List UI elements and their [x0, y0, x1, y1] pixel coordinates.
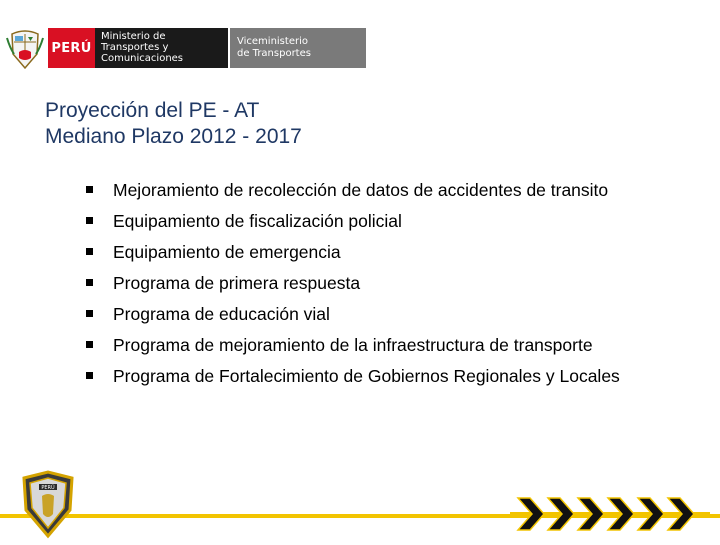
list-item-text: Programa de primera respuesta	[113, 273, 361, 293]
police-badge-icon	[18, 470, 78, 540]
list-item-text: Programa de educación vial	[113, 304, 330, 324]
list-item	[85, 302, 685, 326]
title-line-1: Proyección del PE - AT	[45, 99, 260, 122]
badge-label: PERÚ	[41, 485, 55, 491]
bullet-square-icon	[86, 186, 93, 193]
bullet-list	[85, 178, 685, 395]
list-item	[85, 333, 685, 357]
title-line-2: Mediano Plazo 2012 - 2017	[45, 125, 302, 148]
bullet-square-icon	[86, 279, 93, 286]
coat-of-arms-icon	[6, 28, 44, 70]
chevron-arrows-icon	[510, 488, 710, 540]
page-title	[45, 98, 302, 150]
ministry-line: Ministerio de	[101, 31, 166, 42]
list-item	[85, 209, 685, 233]
bullet-square-icon	[86, 341, 93, 348]
ministry-line: Comunicaciones	[101, 53, 184, 64]
bullet-square-icon	[86, 217, 93, 224]
list-item	[85, 178, 685, 202]
vice-line: de Transportes	[237, 48, 311, 59]
list-item	[85, 240, 685, 264]
list-item	[85, 364, 685, 388]
list-item-text: Equipamiento de fiscalización policial	[113, 211, 402, 231]
list-item-text: Equipamiento de emergencia	[113, 242, 341, 262]
list-item-text: Programa de mejoramiento de la infraestructura de transporte	[113, 335, 593, 355]
vice-ministry-label	[230, 28, 366, 68]
country-label: PERÚ	[48, 28, 95, 68]
bullet-square-icon	[86, 248, 93, 255]
list-item-text: Mejoramiento de recolección de datos de accidentes de transito	[113, 180, 609, 200]
bullet-square-icon	[86, 372, 93, 379]
vice-line: Viceministerio	[237, 36, 308, 47]
list-item	[85, 271, 685, 295]
bullet-square-icon	[86, 310, 93, 317]
list-item-text: Programa de Fortalecimiento de Gobiernos Regionales y Locales	[113, 366, 620, 386]
ministry-line: Transportes y	[101, 42, 169, 53]
ministry-label	[95, 28, 228, 68]
